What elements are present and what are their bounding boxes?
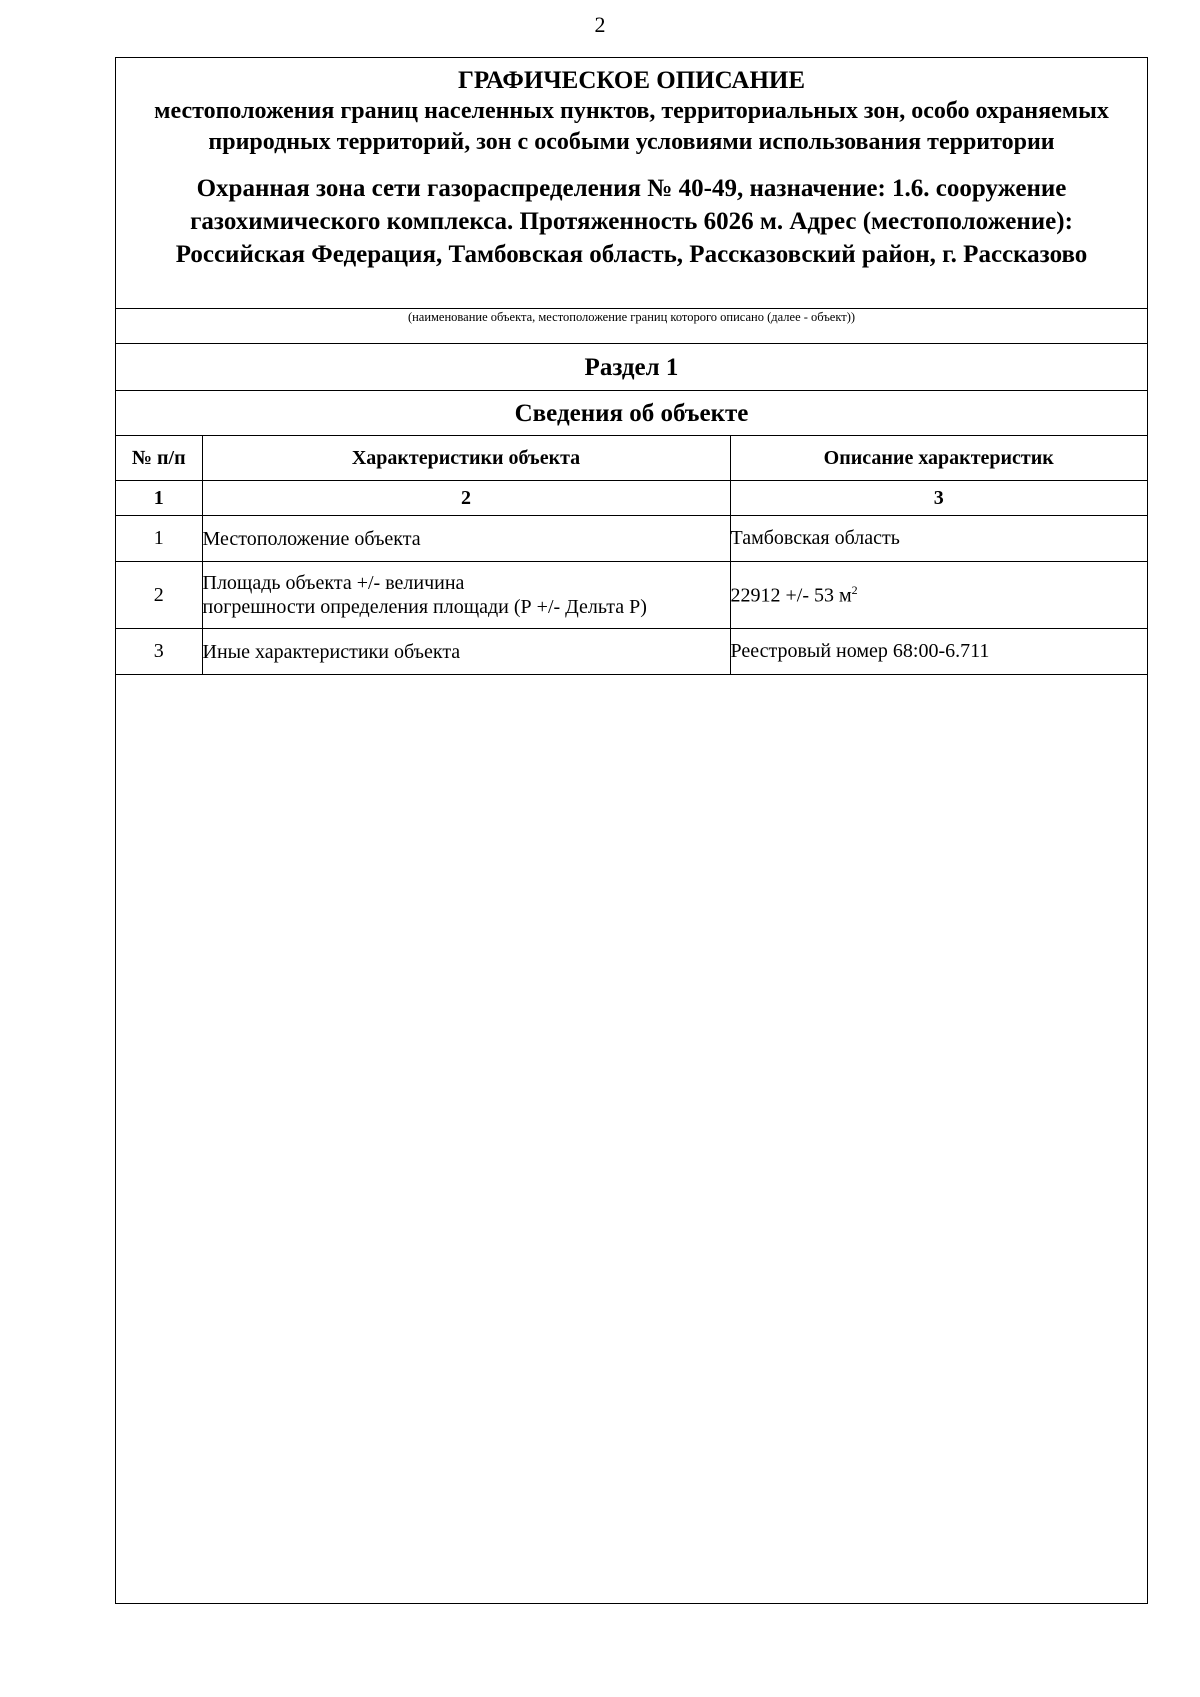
row-description: Тамбовская область [730,516,1147,562]
table-header-row [116,436,1147,481]
column-index: 3 [730,481,1147,516]
row-characteristic [202,562,730,629]
section-title: Раздел 1 [116,344,1147,391]
object-info-table [116,436,1147,675]
table-row [116,629,1147,675]
document-frame [115,57,1148,1604]
object-name-hint: (наименование объекта, местоположение границ которого описано (далее - объект)) [116,308,1147,344]
table-row [116,516,1147,562]
header-characteristics: Характеристики объекта [202,436,730,481]
document-title: ГРАФИЧЕСКОЕ ОПИСАНИЕ [457,67,806,94]
column-index: 1 [116,481,202,516]
table-column-index-row [116,481,1147,516]
row-characteristic-line: погрешности определения площади (Р +/- Дельта Р) [202,596,647,618]
row-characteristic: Иные характеристики объекта [202,629,730,675]
row-description [730,562,1147,629]
object-name-line: Охранная зона сети газораспределения № 40-49, назначение: 1.6. сооружение [196,175,1067,202]
table-row [116,562,1147,629]
row-number: 2 [116,562,202,629]
row-characteristic: Местоположение объекта [202,516,730,562]
object-name-line: Российская Федерация, Тамбовская область, Рассказовский район, г. Рассказово [175,241,1088,268]
header-num: № п/п [116,436,202,481]
column-index: 2 [202,481,730,516]
area-value: 22912 +/- 53 м [730,584,852,607]
document-subtitle: местоположения границ населенных пунктов, территориальных зон, особо охраняемых природных территорий, зон с особыми условиями использования территории [154,98,1109,155]
row-characteristic-line: Площадь объекта +/- величина [202,572,465,594]
row-description: Реестровый номер 68:00-6.711 [730,629,1147,675]
row-number: 3 [116,629,202,675]
document-header [116,58,1147,308]
object-name-line: газохимического комплекса. Протяженность 6026 м. Адрес (местоположение): [190,208,1073,235]
section-subtitle: Сведения об объекте [116,391,1147,436]
object-name [116,172,1147,271]
area-unit-superscript: 2 [851,582,858,597]
row-number: 1 [116,516,202,562]
header-description: Описание характеристик [730,436,1147,481]
page-number: 2 [594,12,606,37]
